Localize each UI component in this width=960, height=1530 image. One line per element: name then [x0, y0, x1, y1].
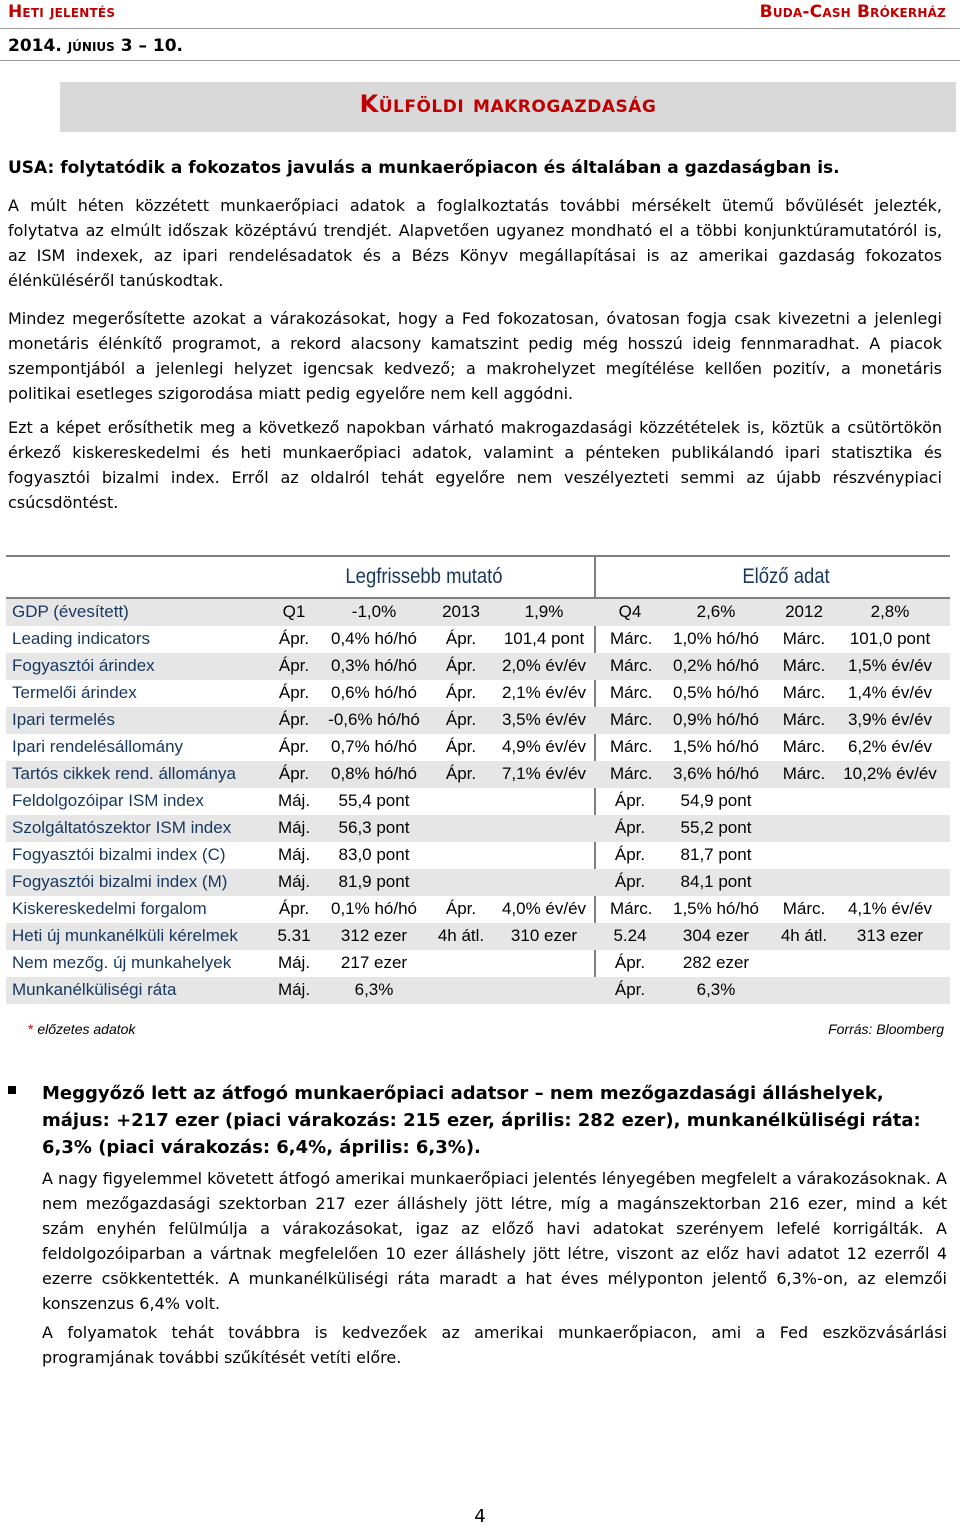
- period-latest: Ápr.: [278, 737, 310, 756]
- period-latest: Q1: [282, 602, 306, 621]
- table-row: [6, 626, 950, 653]
- indicator-name: Feldolgozóipar ISM index: [12, 791, 204, 810]
- period-prev: Márc.: [610, 656, 653, 675]
- value-latest: 312 ezer: [340, 926, 408, 945]
- period-prev-2: Márc.: [782, 710, 826, 729]
- table-footnote: [28, 1021, 135, 1037]
- indicator-name: Fogyasztói bizalmi index (M): [12, 872, 228, 891]
- period-prev: Márc.: [610, 710, 653, 729]
- table-row: [6, 950, 950, 977]
- period-latest: Ápr.: [278, 710, 310, 729]
- value-prev: 1,5% hó/hó: [672, 899, 759, 918]
- period-prev: Márc.: [610, 764, 653, 783]
- indicator-name: Tartós cikkek rend. állománya: [12, 764, 236, 783]
- indicator-name: Szolgáltatószektor ISM index: [12, 818, 232, 837]
- value-prev: 6,3%: [696, 980, 736, 999]
- value-latest-2: 7,1% év/év: [501, 764, 587, 783]
- table-header-previous: Előző adat: [742, 565, 830, 588]
- period-prev-2: Márc.: [782, 899, 826, 918]
- period-latest-2: Ápr.: [445, 629, 477, 648]
- period-latest-2: 2013: [442, 602, 480, 621]
- period-latest: Ápr.: [278, 899, 310, 918]
- value-latest-2: 310 ezer: [510, 926, 578, 945]
- period-latest-2: Ápr.: [445, 710, 477, 729]
- period-prev-2: Márc.: [782, 656, 826, 675]
- indicator-name: GDP (évesített): [12, 602, 129, 621]
- indicator-name: Ipari rendelésállomány: [12, 737, 184, 756]
- period-latest: Ápr.: [278, 656, 310, 675]
- footnote-text: előzetes adatok: [33, 1021, 136, 1037]
- value-prev: 282 ezer: [682, 953, 750, 972]
- report-date: 2014. június 3 – 10.: [8, 36, 183, 56]
- value-prev-2: 6,2% év/év: [847, 737, 933, 756]
- value-latest-2: 2,0% év/év: [501, 656, 587, 675]
- value-prev: 1,0% hó/hó: [672, 629, 759, 648]
- value-prev: 2,6%: [696, 602, 736, 621]
- period-latest: Máj.: [277, 980, 311, 999]
- value-prev-2: 1,4% év/év: [847, 683, 933, 702]
- table-row: [6, 923, 950, 950]
- period-latest: Máj.: [277, 791, 311, 810]
- period-prev: Q4: [618, 602, 642, 621]
- value-prev-2: 4,1% év/év: [847, 899, 933, 918]
- value-prev: 0,5% hó/hó: [672, 683, 759, 702]
- period-prev: Ápr.: [614, 845, 646, 864]
- value-latest-2: 4,9% év/év: [501, 737, 587, 756]
- value-prev-2: 2,8%: [870, 602, 910, 621]
- period-latest: Máj.: [277, 872, 311, 891]
- table-row: [6, 599, 950, 626]
- period-latest: Máj.: [277, 845, 311, 864]
- value-prev: 55,2 pont: [680, 818, 752, 837]
- table-source: Forrás: Bloomberg: [828, 1021, 944, 1037]
- value-latest: 6,3%: [354, 980, 394, 999]
- footnote-star: *: [28, 1021, 34, 1037]
- value-latest: 217 ezer: [340, 953, 408, 972]
- period-latest-2: Ápr.: [445, 737, 477, 756]
- paragraph-3: Ezt a képet erősíthetik meg a következő napokban várható makrogazdasági közzétételek is, köztük a csütörtökön érkező kiskereskedelmi és heti munkaerőpiaci adatok, valamint a pénteken publikálandó ipari statisztika és fogyasztói bizalmi index. Erről az oldalról tehát egyelőre nem veszélyezteti semmi az újabb részvénypiaci csúcsdöntést.: [8, 418, 942, 512]
- indicator-name: Termelői árindex: [12, 683, 137, 702]
- header-divider: [0, 28, 960, 29]
- value-latest-2: 2,1% év/év: [501, 683, 587, 702]
- indicator-name: Fogyasztói árindex: [12, 656, 155, 675]
- period-prev-2: Márc.: [782, 629, 826, 648]
- value-prev: 84,1 pont: [680, 872, 752, 891]
- period-prev: Márc.: [610, 899, 653, 918]
- value-prev-2: 313 ezer: [856, 926, 924, 945]
- table-row: [6, 653, 950, 680]
- value-latest: 0,7% hó/hó: [330, 737, 417, 756]
- value-latest-2: 4,0% év/év: [501, 899, 587, 918]
- indicator-name: Nem mezőg. új munkahelyek: [12, 953, 232, 972]
- table-row: [6, 896, 950, 923]
- period-latest: Ápr.: [278, 683, 310, 702]
- period-latest: Ápr.: [278, 629, 310, 648]
- period-prev: Ápr.: [614, 872, 646, 891]
- header-divider-bottom: [0, 60, 960, 61]
- value-latest: 56,3 pont: [338, 818, 410, 837]
- value-latest: 0,6% hó/hó: [330, 683, 417, 702]
- table-row: [6, 815, 950, 842]
- table-row: [6, 761, 950, 788]
- period-latest: Máj.: [277, 953, 311, 972]
- value-latest: -1,0%: [351, 602, 397, 621]
- value-prev: 0,2% hó/hó: [672, 656, 759, 675]
- value-prev: 0,9% hó/hó: [672, 710, 759, 729]
- period-latest-2: 4h átl.: [437, 926, 485, 945]
- period-latest-2: Ápr.: [445, 656, 477, 675]
- indicator-name: Ipari termelés: [12, 710, 115, 729]
- section-banner: [60, 82, 956, 132]
- square-bullet-icon: [8, 1086, 16, 1094]
- value-latest: 0,8% hó/hó: [330, 764, 417, 783]
- table-row: [6, 869, 950, 896]
- period-prev: Ápr.: [614, 791, 646, 810]
- period-prev: Márc.: [610, 683, 653, 702]
- value-latest-2: 3,5% év/év: [501, 710, 587, 729]
- value-prev: 304 ezer: [682, 926, 750, 945]
- section-title: Külföldi makrogazdaság: [359, 90, 657, 118]
- period-prev-2: Márc.: [782, 737, 826, 756]
- period-prev: Márc.: [610, 737, 653, 756]
- indicator-name: Munkanélküliségi ráta: [12, 980, 177, 999]
- indicator-name: Fogyasztói bizalmi index (C): [12, 845, 226, 864]
- period-latest-2: Ápr.: [445, 899, 477, 918]
- period-prev: Ápr.: [614, 953, 646, 972]
- value-prev: 3,6% hó/hó: [672, 764, 759, 783]
- page-number: 4: [474, 1506, 486, 1527]
- indicator-name: Leading indicators: [12, 629, 150, 648]
- value-latest-2: 1,9%: [524, 602, 564, 621]
- value-prev-2: 1,5% év/év: [847, 656, 933, 675]
- value-latest: 55,4 pont: [338, 791, 410, 810]
- value-prev: 1,5% hó/hó: [672, 737, 759, 756]
- bullet-headline: Meggyőző lett az átfogó munkaerőpiaci adatsor – nem mezőgazdasági álláshelyek, május: +217 ezer (piaci várakozás: 215 ezer, április: 282 ezer), munkanélküliségi ráta: 6,3% (piaci várakozás: 6,4%, április: 6,3%).: [42, 1083, 921, 1158]
- paragraph-1: A múlt héten közzétett munkaerőpiaci adatok a foglalkoztatás további mérsékelt ütemű bővülését jelezték, folytatva az elmúlt időszak középtávú trendjét. Alapvetően ugyanez mondható el a többi konjunktúramutatóról is, az ISM indexek, az ipari rendelésadatok és a Bézs Könyv megállapításai is az amerikai gazdaság fokozatos élénküléséről tanúskodtak.: [8, 196, 942, 290]
- period-prev: Ápr.: [614, 818, 646, 837]
- company-name: Buda-Cash Brókerház: [759, 2, 946, 22]
- paragraph-4: A nagy figyelemmel követett átfogó amerikai munkaerőpiaci jelentés lényegében megfelelt a várakozásoknak. A nem mezőgazdasági szektorban 217 ezer álláshely jött létre, míg a magánszektorban 216 ezer, mind a két szám enyhén felülmúlja a várakozásokat, igaz az előző havi adatokat szerényem lefelé korrigálták. A feldolgozóiparban a vártnak megfelelően 10 ezer álláshely jött létre, viszont az előz havi adatot 12 ezerről 4 ezerre csökkentették. A munkanélküliségi ráta maradt a hat éves mélyponton jelentő 6,3%-on, az elemzői konszenzus 6,4% volt.: [42, 1169, 947, 1313]
- value-prev-2: 101,0 pont: [849, 629, 931, 648]
- period-latest-2: Ápr.: [445, 683, 477, 702]
- article-headline: USA: folytatódik a fokozatos javulás a munkaerőpiacon és általában a gazdaságban is.: [8, 158, 840, 178]
- period-prev: Ápr.: [614, 980, 646, 999]
- table-row: [6, 707, 950, 734]
- indicator-name: Kiskereskedelmi forgalom: [12, 899, 207, 918]
- indicator-name: Heti új munkanélküli kérelmek: [12, 926, 238, 945]
- value-prev-2: 3,9% év/év: [847, 710, 933, 729]
- paragraph-5: A folyamatok tehát továbbra is kedvezőek az amerikai munkaerőpiacon, ami a Fed eszközvásárlási programjának további szűkítését vetíti előre.: [42, 1323, 947, 1367]
- period-prev-2: 2012: [785, 602, 823, 621]
- table-row: [6, 842, 950, 869]
- period-prev-2: 4h átl.: [780, 926, 828, 945]
- value-prev-2: 10,2% év/év: [843, 764, 937, 783]
- period-latest-2: Ápr.: [445, 764, 477, 783]
- value-latest: 0,3% hó/hó: [330, 656, 417, 675]
- value-latest: 0,4% hó/hó: [330, 629, 417, 648]
- table-row: [6, 680, 950, 707]
- table-row: [6, 977, 950, 1004]
- period-prev-2: Márc.: [782, 683, 826, 702]
- value-latest: 0,1% hó/hó: [330, 899, 417, 918]
- period-latest: Máj.: [277, 818, 311, 837]
- paragraph-2: Mindez megerősítette azokat a várakozásokat, hogy a Fed fokozatosan, óvatosan fogja csak kivezetni a jelenlegi monetáris élénkítő programot, a rekord alacsony kamatszint pedig még hosszú ideig fennmaradhat. A piacok szempontjából a jelenlegi helyzet igencsak kedvező; a makrohelyzet megítélése kellően pozitív, a monetáris politikai esetleges szigorodása miatt pedig egyelőre nem kell aggódni.: [8, 309, 942, 403]
- table-header-latest: Legfrissebb mutató: [345, 565, 503, 588]
- value-latest: 81,9 pont: [338, 872, 410, 891]
- period-prev: Márc.: [610, 629, 653, 648]
- value-latest: -0,6% hó/hó: [328, 710, 420, 729]
- period-prev: 5.24: [613, 926, 647, 945]
- period-prev-2: Márc.: [782, 764, 826, 783]
- table-row: [6, 734, 950, 761]
- value-prev: 81,7 pont: [680, 845, 752, 864]
- period-latest: 5.31: [277, 926, 311, 945]
- value-prev: 54,9 pont: [680, 791, 752, 810]
- table-row: [6, 788, 950, 815]
- period-latest: Ápr.: [278, 764, 310, 783]
- value-latest-2: 101,4 pont: [503, 629, 585, 648]
- table-top-rule: [6, 555, 950, 557]
- report-title: Heti jelentés: [8, 2, 116, 22]
- value-latest: 83,0 pont: [338, 845, 410, 864]
